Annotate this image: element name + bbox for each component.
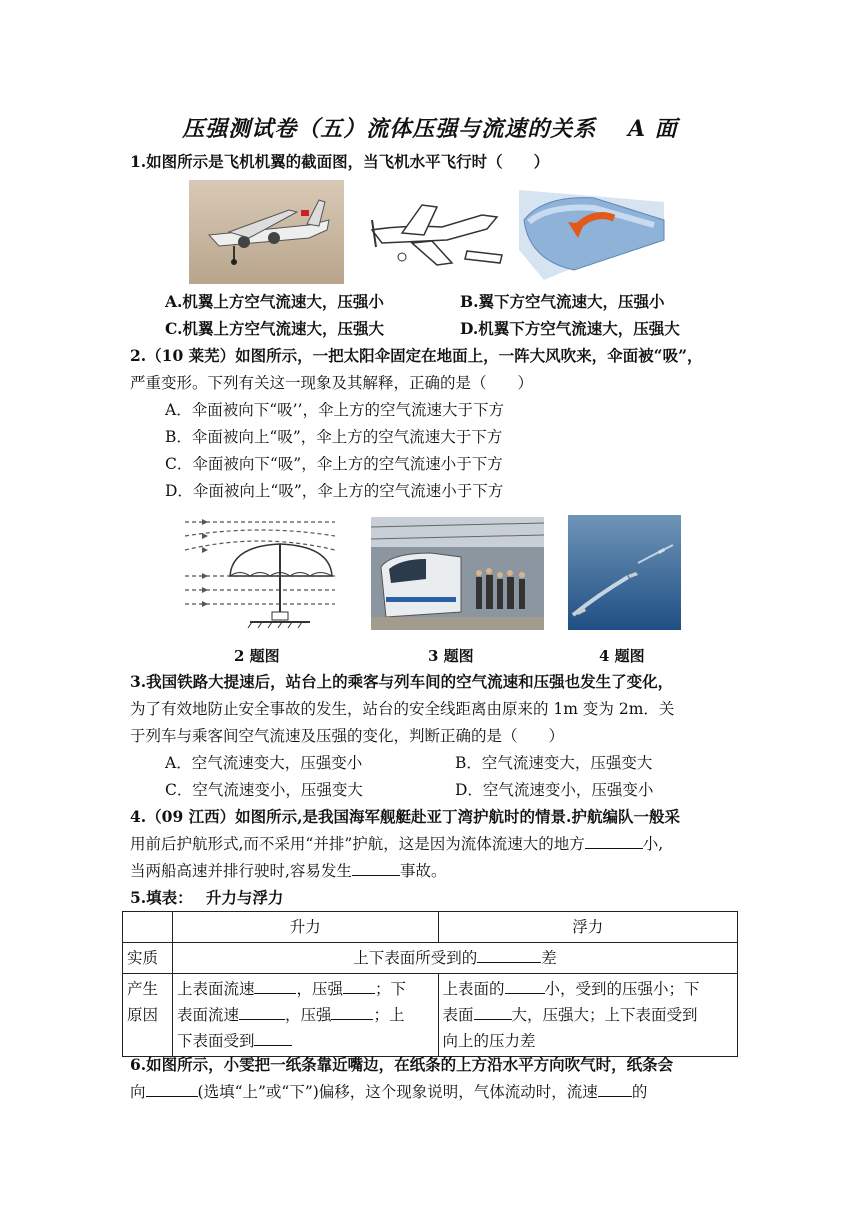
header-lift: 升力 — [172, 912, 438, 943]
buoy-blank-2[interactable] — [474, 1005, 512, 1020]
q2-option-d: D．伞面被向上“吸”，伞上方的空气流速小于下方 — [165, 482, 504, 500]
buoy-cause-line-3: 向上的压力差 — [442, 1032, 536, 1050]
q6-stem-2 — [130, 1081, 647, 1103]
q3-option-a: A．空气流速变大，压强变小 — [165, 754, 363, 772]
buoy-blank-1[interactable] — [505, 979, 545, 994]
q5-stem: 5.填表： 升力与浮力 — [130, 888, 284, 907]
essence-text-a: 上下表面所受到的 — [353, 949, 478, 967]
lift-cause-line-1 — [177, 976, 434, 1002]
q6-text-2a: 向 — [130, 1083, 146, 1101]
essence-blank[interactable] — [477, 948, 541, 963]
lift-text-2c: ；上 — [373, 1006, 405, 1024]
lift-cause-line-3 — [177, 1028, 434, 1054]
lift-text-1a: 上表面流速 — [176, 980, 255, 998]
figure-2-caption: 2 题图 — [234, 647, 280, 665]
q1-stem: 1.如图所示是飞机机翼的截面图，当飞机水平飞行时（ ） — [130, 152, 550, 171]
buoyancy-cause-cell — [438, 974, 738, 1057]
umbrella-diagram — [180, 514, 340, 632]
table-row-cause — [123, 974, 738, 1057]
q4-text-3b: 事故。 — [399, 862, 447, 880]
buoy-text-1a: 上表面的 — [442, 980, 505, 998]
lift-text-1c: ；下 — [374, 980, 406, 998]
essence-cell — [172, 943, 737, 974]
q4-stem-1: 4.（09 江西）如图所示,是我国海军舰艇赴亚丁湾护航时的情景.护航编队一般采 — [130, 807, 680, 826]
airplane-photo — [189, 180, 344, 284]
q1-option-a: A.机翼上方空气流速大，压强小 — [165, 292, 384, 311]
lift-blank-2[interactable] — [343, 979, 375, 994]
row-label-cause-2: 原因 — [127, 1006, 159, 1024]
lift-text-3a: 下表面受到 — [176, 1032, 255, 1050]
train-station-photo — [371, 517, 544, 630]
buoy-cause-line-2 — [443, 1002, 734, 1028]
q4-stem-3 — [130, 860, 446, 882]
buoy-text-1b: 小，受到的压强小；下 — [544, 980, 700, 998]
lift-cause-cell — [172, 974, 438, 1057]
row-label-cause-1: 产生 — [127, 980, 159, 998]
q3-stem-3: 于列车与乘客间空气流速及压强的变化，判断正确的是（ ） — [130, 727, 565, 745]
q6-blank-2[interactable] — [598, 1082, 632, 1097]
q2-option-b: B．伞面被向上“吸”，伞上方的空气流速大于下方 — [165, 428, 503, 446]
q3-option-c: C．空气流速变小，压强变大 — [165, 781, 363, 799]
q2-stem-2: 严重变形。下列有关这一现象及其解释，正确的是（ ） — [130, 374, 534, 392]
lift-blank-4[interactable] — [331, 1005, 373, 1020]
lift-cause-line-2 — [177, 1002, 434, 1028]
figure-3-caption: 3 题图 — [428, 647, 474, 665]
row-label-essence: 实质 — [123, 943, 173, 974]
buoy-text-2b: 大，压强大；上下表面受到 — [511, 1006, 698, 1024]
q3-stem-1: 3.我国铁路大提速后，站台上的乘客与列车间的空气流速和压强也发生了变化， — [130, 672, 674, 691]
q1-option-b: B.翼下方空气流速大，压强小 — [460, 292, 665, 311]
lift-text-2a: 表面流速 — [176, 1006, 239, 1024]
q6-text-2b: (选填“上”或“下”)偏移，这个现象说明，气体流动时，流速 — [197, 1083, 598, 1101]
q3-option-d: D．空气流速变小，压强变小 — [455, 781, 654, 799]
q3-option-b: B．空气流速变大，压强变大 — [455, 754, 653, 772]
header-buoyancy: 浮力 — [438, 912, 738, 943]
table-row-essence — [123, 943, 738, 974]
buoy-text-2a: 表面 — [442, 1006, 474, 1024]
q2-stem-1: 2.（10 莱芜）如图所示，一把太阳伞固定在地面上，一阵大风吹来，伞面被“吸”， — [130, 346, 703, 365]
q6-text-2c: 的 — [631, 1083, 648, 1101]
row-label-cause — [123, 974, 173, 1057]
q3-stem-2: 为了有效地防止安全事故的发生，站台的安全线距离由原来的 1m 变为 2m．关 — [130, 700, 675, 718]
q4-text-3a: 当两船高速并排行驶时,容易发生 — [130, 862, 352, 880]
q4-text-2a: 用前后护航形式,而不采用“并排”护航，这是因为流体流速大的地方 — [130, 835, 585, 853]
lift-blank-3[interactable] — [239, 1005, 285, 1020]
q4-text-2b: 小, — [642, 835, 664, 853]
lift-blank-1[interactable] — [254, 979, 296, 994]
q2-option-a: A．伞面被向下“吸’’，伞上方的空气流速大于下方 — [165, 401, 504, 419]
table-corner-cell — [123, 912, 173, 943]
q2-option-c: C．伞面被向下“吸”，伞上方的空气流速小于下方 — [165, 455, 503, 473]
q2-stem-line1 — [130, 345, 702, 367]
navy-ships-photo — [568, 515, 681, 630]
q4-stem-2 — [130, 833, 663, 855]
lift-blank-5[interactable] — [254, 1031, 292, 1046]
figure-4-caption: 4 题图 — [599, 647, 645, 665]
q4-blank-1[interactable] — [585, 834, 643, 849]
lift-text-2b: ，压强 — [284, 1006, 332, 1024]
q4-blank-2[interactable] — [352, 861, 400, 876]
lift-text-1b: ，压强 — [296, 980, 343, 998]
q6-blank-1[interactable] — [146, 1082, 198, 1097]
lift-buoyancy-table — [122, 911, 738, 1057]
q6-stem-1: 6.如图所示，小雯把一纸条靠近嘴边，在纸条的上方沿水平方向吹气时，纸条会 — [130, 1055, 674, 1074]
buoy-cause-line-1 — [443, 976, 734, 1002]
q1-option-c: C.机翼上方空气流速大，压强大 — [165, 319, 384, 338]
essence-text-b: 差 — [541, 949, 557, 967]
page-title: 压强测试卷（五）流体压强与流速的关系 A 面 — [182, 116, 678, 142]
wing-cross-section-image — [514, 180, 669, 284]
q1-option-d: D.机翼下方空气流速大，压强大 — [460, 319, 680, 338]
table-header-row — [123, 912, 738, 943]
airplane-sketch — [362, 185, 507, 285]
